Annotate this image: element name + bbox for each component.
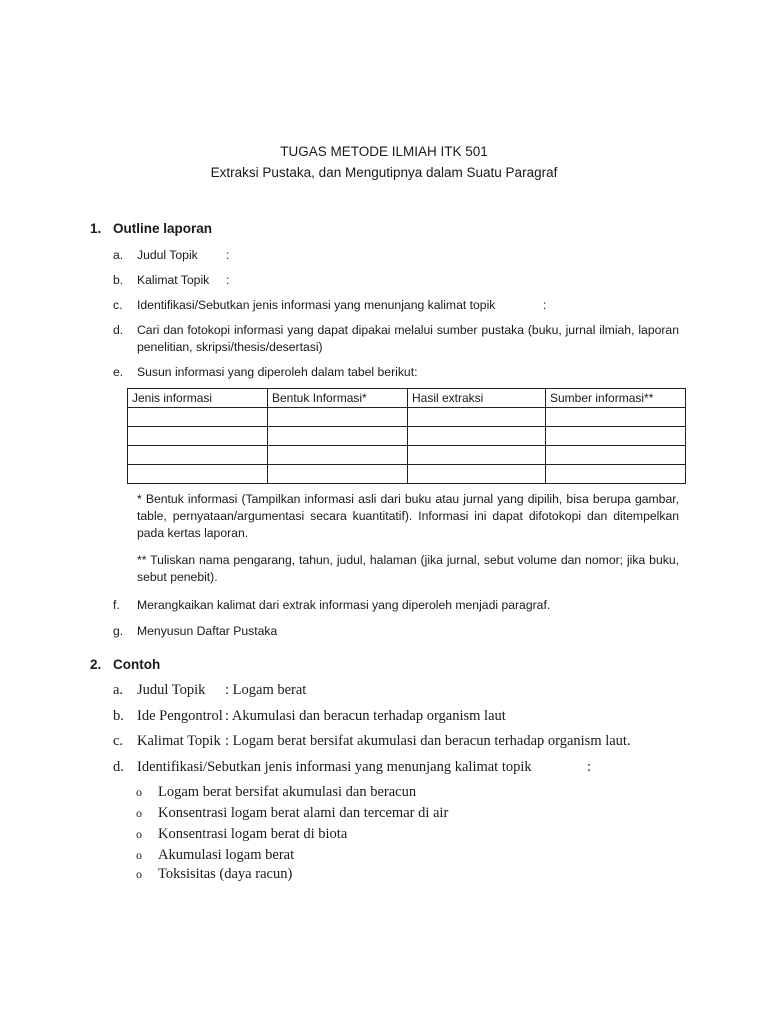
item-1a-colon: :: [226, 248, 230, 262]
item-1d-text: Cari dan fotokopi informasi yang dapat dipakai melalui sumber pustaka (buku, jurnal ilmiah, laporan penelitian, skripsi/thesis/desertasi): [137, 323, 679, 354]
table-cell: [546, 427, 686, 446]
bullet-marker: o: [136, 867, 142, 881]
item-1c-colon: :: [543, 298, 547, 312]
list-item: [136, 805, 448, 822]
item-2d-label: Identifikasi/Sebutkan jenis informasi yang menunjang kalimat topik: [137, 759, 532, 775]
table-row: [128, 427, 686, 446]
table-cell: [128, 446, 268, 465]
list-item-text: Akumulasi logam berat: [158, 847, 295, 863]
list-item-text: Konsentrasi logam berat alami dan tercemar di air: [158, 805, 449, 821]
table-cell: [546, 465, 686, 484]
table-cell: [408, 427, 546, 446]
item-2d-value: :: [587, 759, 592, 775]
section2-heading: Contoh: [113, 657, 161, 672]
item-2d-marker: d.: [113, 759, 124, 775]
bullet-marker: o: [136, 785, 142, 799]
item-1g-marker: g.: [113, 624, 124, 638]
section1-heading: Outline laporan: [113, 221, 213, 236]
list-item: [136, 784, 416, 801]
item-2a-label: Judul Topik: [137, 682, 206, 698]
table-cell: [268, 408, 408, 427]
list-item-text: Toksisitas (daya racun): [158, 866, 293, 882]
table-cell: [268, 465, 408, 484]
item-1f-marker: f.: [113, 598, 120, 612]
table-cell: [408, 465, 546, 484]
item-1a-text: Judul Topik: [137, 248, 198, 262]
item-1g-text: Menyusun Daftar Pustaka: [137, 624, 278, 638]
item-2c-value: : Logam berat bersifat akumulasi dan beracun terhadap organism laut.: [225, 733, 631, 749]
table-cell: [408, 408, 546, 427]
item-1c-marker: c.: [113, 298, 123, 312]
information-table: [127, 388, 686, 484]
table-cell: [408, 446, 546, 465]
document-title: TUGAS METODE ILMIAH ITK 501: [280, 144, 488, 159]
item-1b-text: Kalimat Topik: [137, 273, 210, 287]
table-header-hasil: Hasil extraksi: [408, 389, 546, 408]
note-bentuk-informasi: * Bentuk informasi (Tampilkan informasi asli dari buku atau jurnal yang dipilih, bisa berupa gambar, table, pernyataan/argumentasi secara kuantitatif). Informasi ini dapat difotokopi dan ditempelkan pada kertas laporan.: [137, 492, 679, 540]
list-item-text: Konsentrasi logam berat di biota: [158, 826, 348, 842]
item-2c-label: Kalimat Topik: [137, 733, 221, 749]
list-item-text: Logam berat bersifat akumulasi dan beracun: [158, 784, 417, 800]
item-1e-marker: e.: [113, 365, 124, 379]
table-cell: [268, 427, 408, 446]
item-1c-text: Identifikasi/Sebutkan jenis informasi yang menunjang kalimat topik: [137, 298, 496, 312]
list-item: [136, 826, 347, 843]
table-cell: [128, 465, 268, 484]
item-1f-text: Merangkaikan kalimat dari extrak informasi yang diperoleh menjadi paragraf.: [137, 598, 551, 612]
item-1d-marker: d.: [113, 323, 124, 337]
section2-number: 2.: [90, 657, 102, 672]
item-2a-marker: a.: [113, 682, 124, 698]
table-row: [128, 446, 686, 465]
document-subtitle: Extraksi Pustaka, dan Mengutipnya dalam Suatu Paragraf: [210, 165, 558, 180]
table-cell: [546, 408, 686, 427]
item-2b-value: : Akumulasi dan beracun terhadap organism laut: [225, 708, 506, 724]
table-cell: [268, 446, 408, 465]
section1-number: 1.: [90, 221, 102, 236]
table-cell: [128, 427, 268, 446]
table-header-jenis: Jenis informasi: [128, 389, 268, 408]
item-2c-marker: c.: [113, 733, 124, 749]
table-row: [128, 465, 686, 484]
bullet-marker: o: [136, 848, 142, 862]
table-header-sumber: Sumber informasi**: [546, 389, 686, 408]
item-2a-value: : Logam berat: [225, 682, 307, 698]
item-1b-colon: :: [226, 273, 230, 287]
item-2b-marker: b.: [113, 708, 124, 724]
item-1e-text: Susun informasi yang diperoleh dalam tabel berikut:: [137, 365, 418, 379]
table-cell: [546, 446, 686, 465]
list-item: [136, 866, 292, 883]
table-row: [128, 408, 686, 427]
item-1b-marker: b.: [113, 273, 124, 287]
item-1a-marker: a.: [113, 248, 124, 262]
bullet-marker: o: [136, 827, 142, 841]
table-cell: [128, 408, 268, 427]
table-header-row: [128, 389, 686, 408]
note-sumber-informasi: ** Tuliskan nama pengarang, tahun, judul, halaman (jika jurnal, sebut volume dan nomor; jika buku, sebut penebit).: [137, 553, 679, 584]
bullet-marker: o: [136, 806, 142, 820]
table-header-bentuk: Bentuk Informasi*: [268, 389, 408, 408]
item-2b-label: Ide Pengontrol: [137, 708, 223, 724]
list-item: [136, 847, 294, 864]
